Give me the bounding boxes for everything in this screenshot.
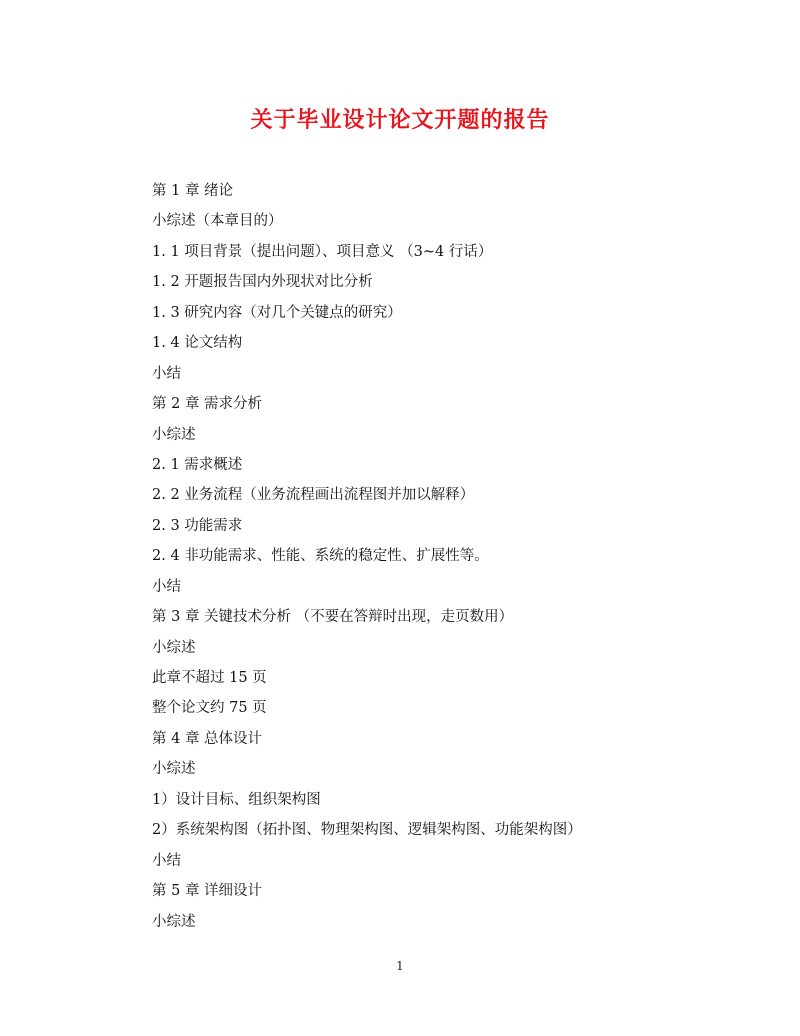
outline-line: 1. 1 项目背景（提出问题）、项目意义 （3~4 行话） [152,243,493,260]
outline-line: 第 3 章 关键技术分析 （不要在答辩时出现，走页数用） [152,609,514,626]
outline-list [152,176,752,937]
outline-line: 2. 4 非功能需求、性能、系统的稳定性、扩展性等。 [152,548,489,565]
outline-line: 小综述（本章目的） [152,213,283,230]
outline-line: 第 4 章 总体设计 [152,730,263,747]
outline-line: 2. 3 功能需求 [152,517,243,534]
outline-line: 2）系统架构图（拓扑图、物理架构图、逻辑架构图、功能架构图） [152,822,582,839]
outline-line: 小结 [152,365,181,382]
outline-line: 1. 2 开题报告国内外现状对比分析 [152,274,373,291]
outline-line: 第 1 章 绪论 [152,183,234,199]
outline-line: 小结 [152,852,181,869]
outline-line: 小综述 [152,639,196,656]
outline-line: 整个论文约 75 页 [152,700,267,717]
outline-line: 小结 [152,578,181,595]
outline-line: 第 2 章 需求分析 [152,396,263,413]
outline-line: 小综述 [152,761,196,778]
outline-line: 此章不超过 15 页 [152,670,267,686]
outline-line: 小综述 [152,913,196,930]
outline-line: 2. 1 需求概述 [152,456,243,473]
outline-line: 1）设计目标、组织架构图 [152,791,321,808]
page-number: 1 [396,959,404,973]
outline-line: 1. 4 论文结构 [152,335,243,352]
outline-line: 2. 2 业务流程（业务流程画出流程图并加以解释） [152,487,475,504]
outline-line: 第 5 章 详细设计 [152,883,263,900]
document-title: 关于毕业设计论文开题的报告 [250,107,550,133]
outline-line: 小综述 [152,426,196,443]
outline-line: 1. 3 研究内容（对几个关键点的研究） [152,304,402,321]
